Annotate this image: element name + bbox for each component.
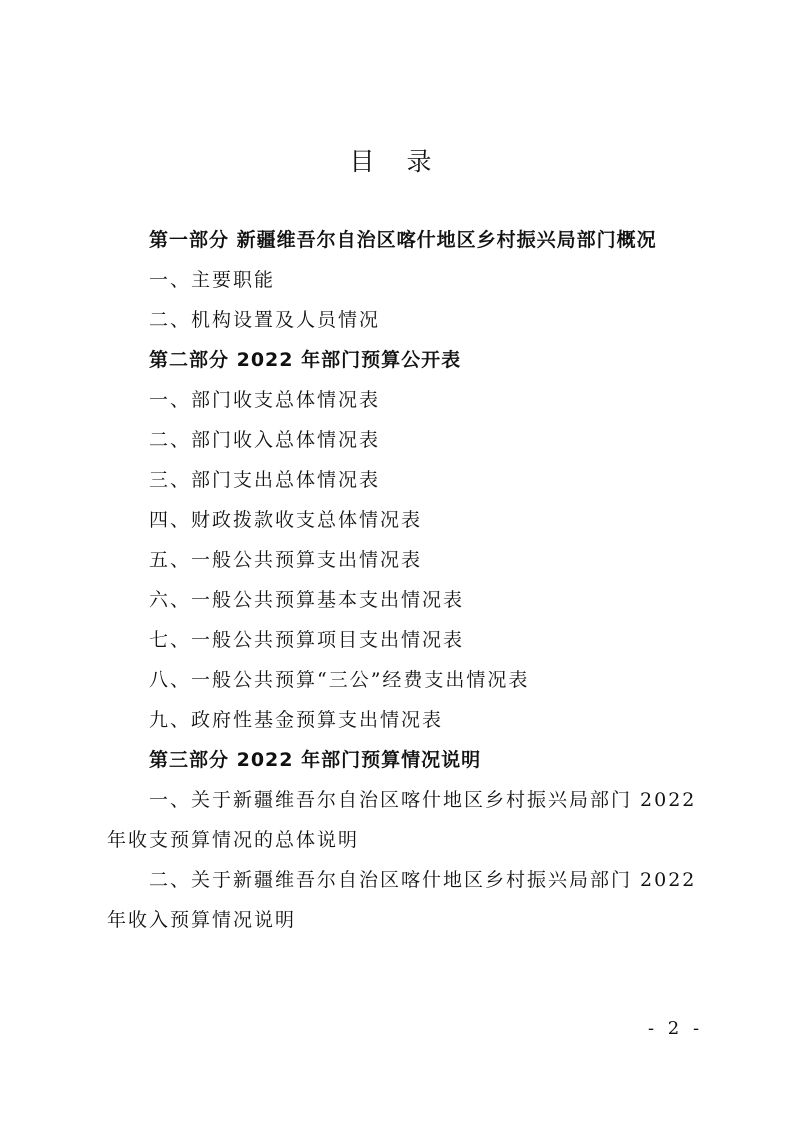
toc-item: 一、关于新疆维吾尔自治区喀什地区乡村振兴局部门 2022 年收支预算情况的总体说明 — [107, 789, 697, 851]
toc-item: 四、财政拨款收支总体情况表 — [149, 509, 423, 531]
toc-item: 二、部门收入总体情况表 — [149, 429, 381, 451]
toc-item: 一、主要职能 — [149, 269, 276, 291]
toc-item: 二、机构设置及人员情况 — [149, 309, 381, 331]
toc-item: 一、部门收支总体情况表 — [149, 389, 381, 411]
toc-item: 三、部门支出总体情况表 — [149, 469, 381, 491]
toc-item: 七、一般公共预算项目支出情况表 — [149, 629, 465, 651]
toc-item: 九、政府性基金预算支出情况表 — [149, 709, 444, 731]
toc-item: 五、一般公共预算支出情况表 — [149, 549, 423, 571]
toc-item: 八、一般公共预算“三公”经费支出情况表 — [149, 669, 530, 691]
toc-part-2: 第二部分 2022 年部门预算公开表 — [149, 349, 462, 371]
page-title: 目 录 — [349, 147, 444, 176]
toc-part-3: 第三部分 2022 年部门预算情况说明 — [149, 749, 482, 771]
page-number: - 2 - — [648, 1018, 704, 1039]
toc-item: 二、关于新疆维吾尔自治区喀什地区乡村振兴局部门 2022 年收入预算情况说明 — [107, 869, 697, 931]
table-of-contents — [107, 220, 707, 940]
toc-part-1: 第一部分 新疆维吾尔自治区喀什地区乡村振兴局部门概况 — [149, 229, 657, 251]
toc-item: 六、一般公共预算基本支出情况表 — [149, 589, 465, 611]
